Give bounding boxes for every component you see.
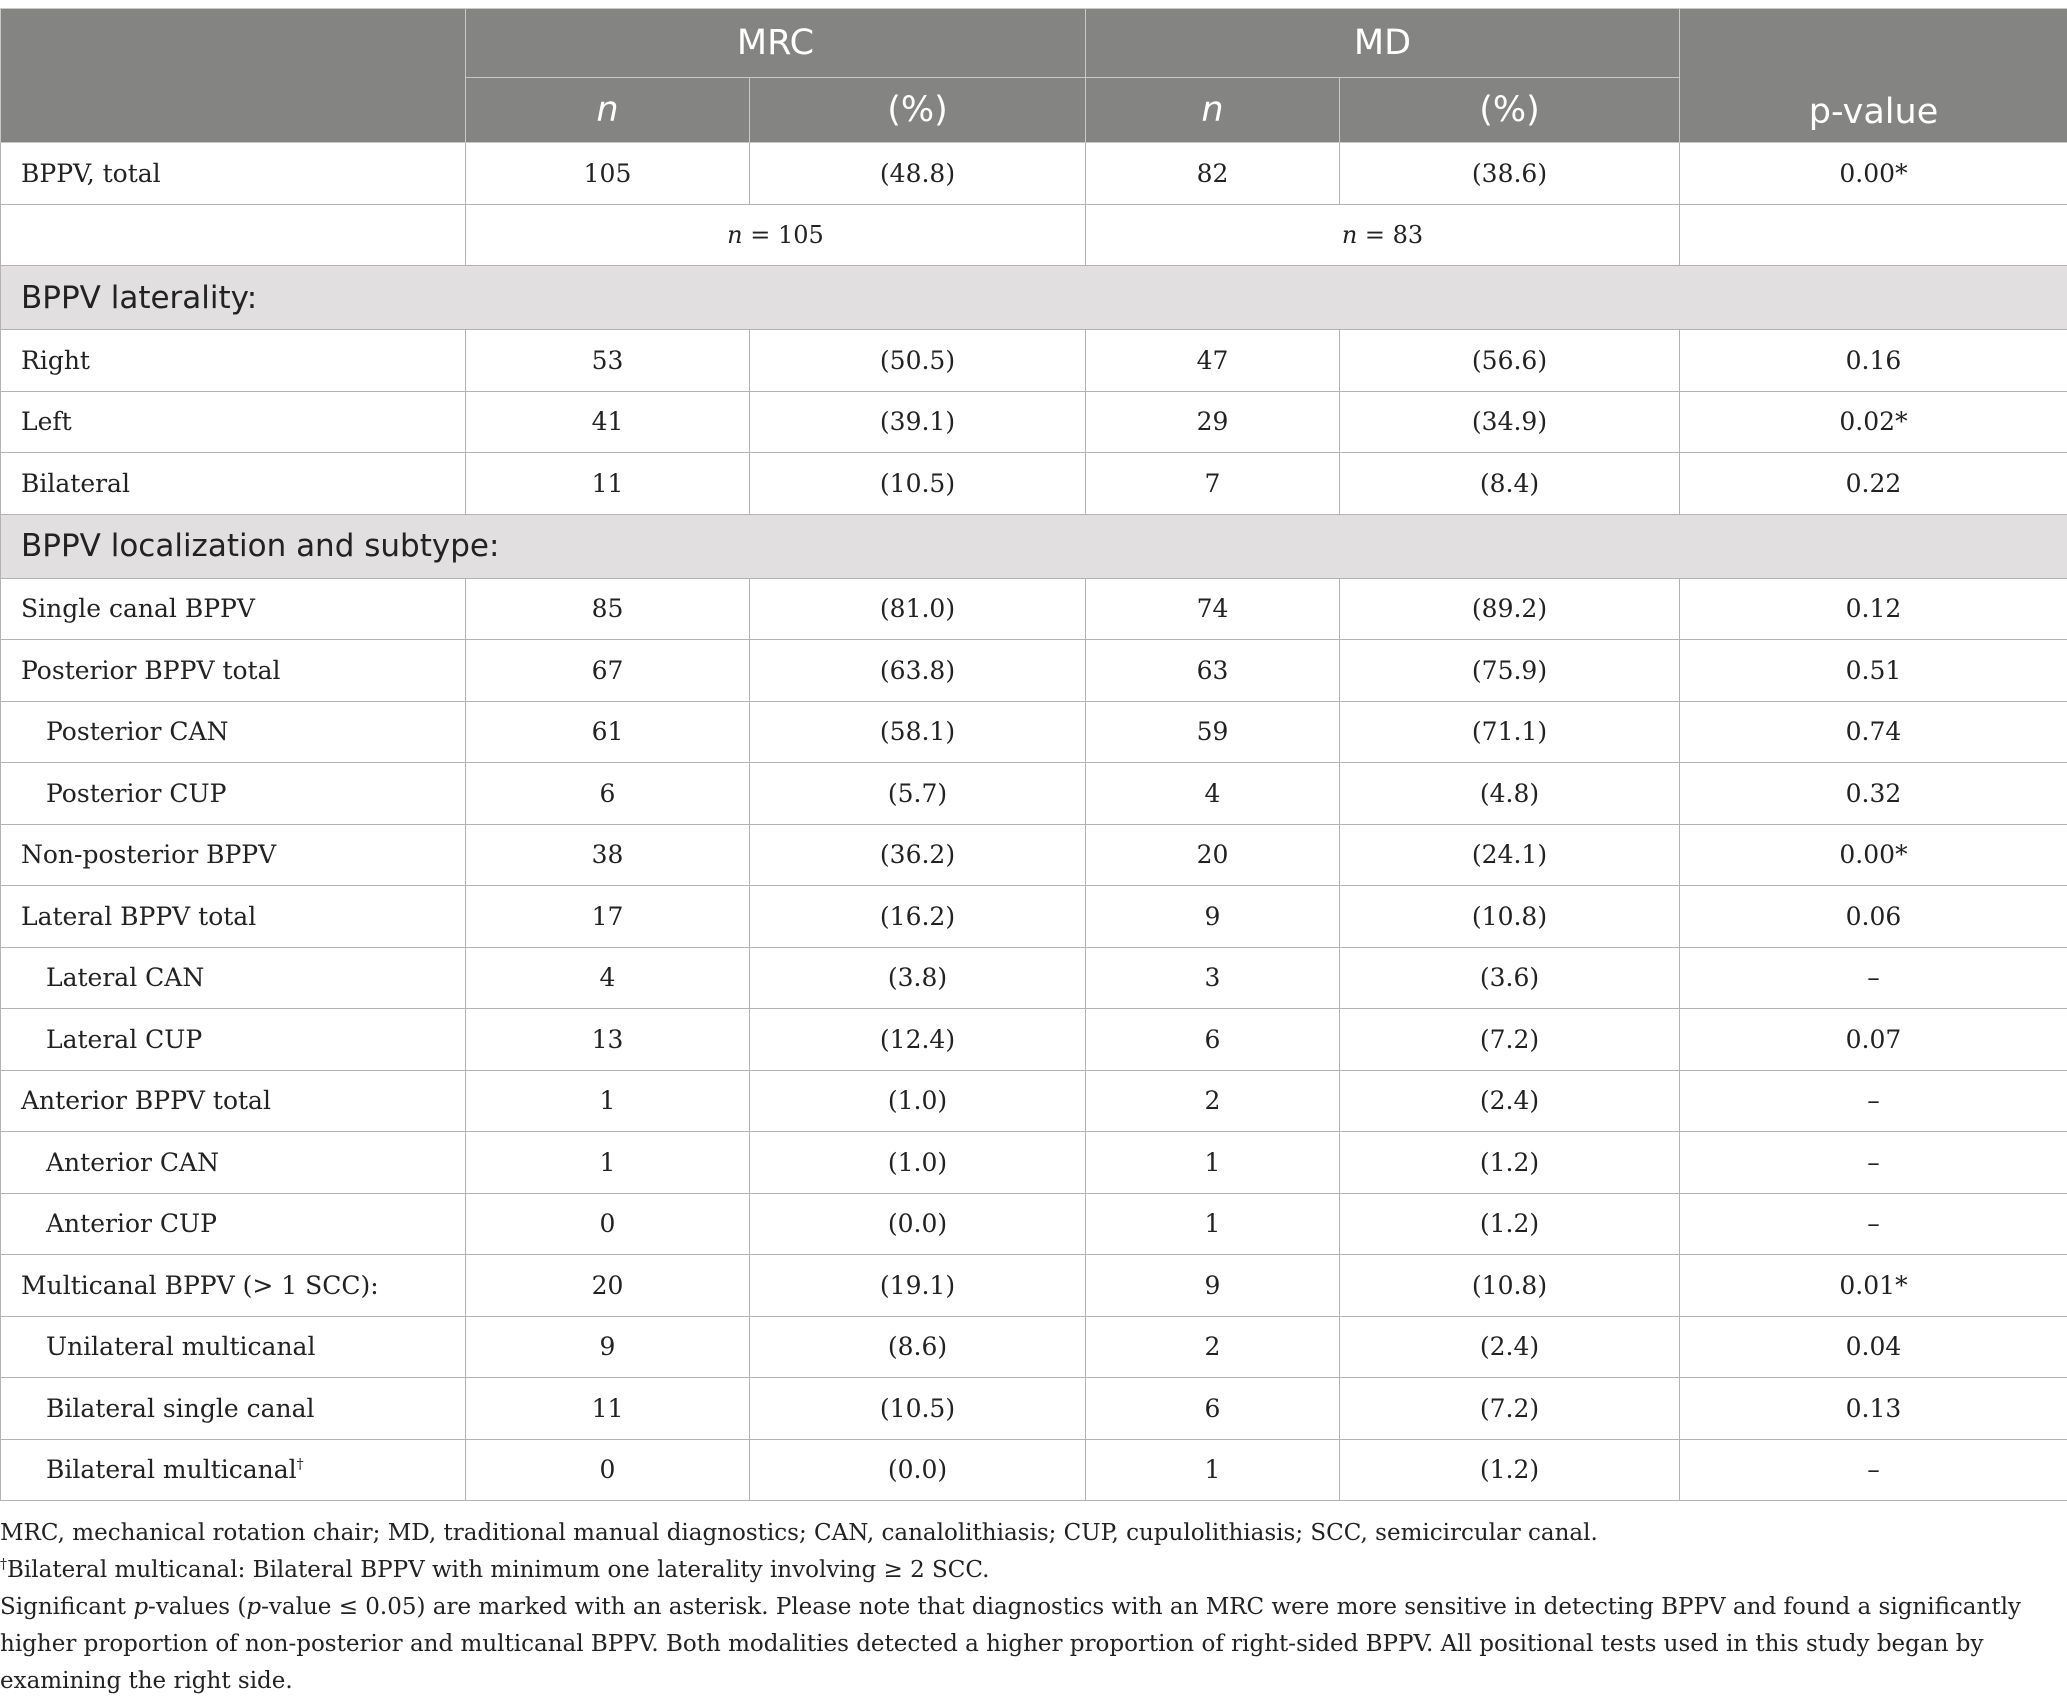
table-row-sample-size — [1, 204, 2067, 266]
row-label: Posterior CAN — [1, 701, 466, 763]
header-mrc-pct: (%) — [750, 78, 1086, 143]
row-label: Unilateral multicanal — [1, 1316, 466, 1378]
md-n-cell: 29 — [1086, 391, 1340, 453]
table-row — [1, 1070, 2067, 1132]
mrc-pct-cell: (36.2) — [750, 824, 1086, 886]
mrc-pct-cell: (8.6) — [750, 1316, 1086, 1378]
mrc-n-cell: 0 — [466, 1439, 750, 1501]
md-n-cell: 1 — [1086, 1193, 1340, 1255]
md-pct-cell: (1.2) — [1340, 1193, 1680, 1255]
md-pct-cell: (1.2) — [1340, 1439, 1680, 1501]
md-n-cell: 74 — [1086, 578, 1340, 640]
mrc-n-cell: 38 — [466, 824, 750, 886]
p-value-cell: – — [1680, 1439, 2067, 1501]
table-row — [1, 763, 2067, 825]
row-label: Bilateral multicanal† — [1, 1439, 466, 1501]
header-p-value: p-value — [1680, 9, 2067, 143]
md-pct-cell: (24.1) — [1340, 824, 1680, 886]
p-value-cell: – — [1680, 1193, 2067, 1255]
p-value-cell: 0.32 — [1680, 763, 2067, 825]
row-label: Bilateral single canal — [1, 1378, 466, 1440]
header-mrc-n: n — [466, 78, 750, 143]
p-value-cell: 0.01* — [1680, 1255, 2067, 1317]
md-pct-cell: (2.4) — [1340, 1070, 1680, 1132]
md-n-cell: 1 — [1086, 1132, 1340, 1194]
mrc-n-cell: 61 — [466, 701, 750, 763]
table-row — [1, 1009, 2067, 1071]
mrc-pct-cell: (12.4) — [750, 1009, 1086, 1071]
mrc-pct-cell: (0.0) — [750, 1439, 1086, 1501]
md-n-cell: 20 — [1086, 824, 1340, 886]
row-label: Single canal BPPV — [1, 578, 466, 640]
table-footnotes — [0, 1515, 2067, 1700]
p-value-cell: 0.07 — [1680, 1009, 2067, 1071]
section-header-laterality — [1, 266, 2067, 330]
p-value-cell: 0.74 — [1680, 701, 2067, 763]
md-pct-cell: (8.4) — [1340, 453, 1680, 515]
mrc-n-cell: 67 — [466, 640, 750, 702]
md-n-cell: 9 — [1086, 1255, 1340, 1317]
row-label: Right — [1, 330, 466, 392]
header-md-pct: (%) — [1340, 78, 1680, 143]
mrc-n-cell: 105 — [466, 143, 750, 205]
sample-size-p-blank — [1680, 204, 2067, 266]
mrc-n-cell: 17 — [466, 886, 750, 948]
md-n-cell: 7 — [1086, 453, 1340, 515]
table-row — [1, 1193, 2067, 1255]
row-label: Left — [1, 391, 466, 453]
p-value-cell: 0.13 — [1680, 1378, 2067, 1440]
mrc-pct-cell: (50.5) — [750, 330, 1086, 392]
mrc-n-cell: 53 — [466, 330, 750, 392]
md-pct-cell: (4.8) — [1340, 763, 1680, 825]
mrc-sample-size: n = 105 — [466, 204, 1086, 266]
p-value-cell: – — [1680, 1132, 2067, 1194]
md-n-cell: 63 — [1086, 640, 1340, 702]
md-n-cell: 2 — [1086, 1070, 1340, 1132]
mrc-n-cell: 20 — [466, 1255, 750, 1317]
footnote-abbreviations: MRC, mechanical rotation chair; MD, traditional manual diagnostics; CAN, canalolithiasis; CUP, cupulolithiasis; SCC, semicircular canal. — [0, 1515, 2067, 1552]
p-value-cell: 0.12 — [1680, 578, 2067, 640]
mrc-n-cell: 41 — [466, 391, 750, 453]
table-row — [1, 578, 2067, 640]
footnote-significance: Significant p-values (p-value ≤ 0.05) are marked with an asterisk. Please note that diagnostics with an MRC were more sensitive in detecting BPPV and found a significantly higher proportion of non-posterior and multicanal BPPV. Both modalities detected a higher proportion of right-sided BPPV. All positional tests used in this study began by examining the right side. — [0, 1589, 2067, 1700]
row-label: Bilateral — [1, 453, 466, 515]
mrc-pct-cell: (63.8) — [750, 640, 1086, 702]
table-row — [1, 1316, 2067, 1378]
table-row — [1, 640, 2067, 702]
mrc-n-cell: 9 — [466, 1316, 750, 1378]
mrc-pct-cell: (58.1) — [750, 701, 1086, 763]
md-pct-cell: (1.2) — [1340, 1132, 1680, 1194]
section-title: BPPV laterality: — [1, 266, 2067, 330]
p-value-cell: 0.00* — [1680, 143, 2067, 205]
md-n-cell: 6 — [1086, 1009, 1340, 1071]
table-row — [1, 701, 2067, 763]
p-value-cell: 0.00* — [1680, 824, 2067, 886]
p-value-cell: 0.02* — [1680, 391, 2067, 453]
row-label: BPPV, total — [1, 143, 466, 205]
header-md: MD — [1086, 9, 1680, 78]
p-value-cell: – — [1680, 947, 2067, 1009]
p-value-cell: 0.04 — [1680, 1316, 2067, 1378]
md-n-cell: 9 — [1086, 886, 1340, 948]
mrc-pct-cell: (0.0) — [750, 1193, 1086, 1255]
md-pct-cell: (34.9) — [1340, 391, 1680, 453]
table-row — [1, 1132, 2067, 1194]
table-row — [1, 947, 2067, 1009]
row-label: Non-posterior BPPV — [1, 824, 466, 886]
mrc-pct-cell: (10.5) — [750, 1378, 1086, 1440]
footnote-dagger: †Bilateral multicanal: Bilateral BPPV with minimum one laterality involving ≥ 2 SCC. — [0, 1552, 2067, 1589]
table-row — [1, 886, 2067, 948]
mrc-n-cell: 11 — [466, 1378, 750, 1440]
dagger-mark: † — [297, 1457, 304, 1473]
row-label: Posterior CUP — [1, 763, 466, 825]
table-row — [1, 1378, 2067, 1440]
mrc-pct-cell: (16.2) — [750, 886, 1086, 948]
p-value-cell: 0.06 — [1680, 886, 2067, 948]
mrc-n-cell: 6 — [466, 763, 750, 825]
mrc-pct-cell: (81.0) — [750, 578, 1086, 640]
mrc-pct-cell: (19.1) — [750, 1255, 1086, 1317]
mrc-pct-cell: (1.0) — [750, 1070, 1086, 1132]
mrc-n-cell: 11 — [466, 453, 750, 515]
md-pct-cell: (56.6) — [1340, 330, 1680, 392]
mrc-n-cell: 13 — [466, 1009, 750, 1071]
md-n-cell: 4 — [1086, 763, 1340, 825]
md-n-cell: 82 — [1086, 143, 1340, 205]
table-row — [1, 1255, 2067, 1317]
md-n-cell: 3 — [1086, 947, 1340, 1009]
md-pct-cell: (7.2) — [1340, 1009, 1680, 1071]
table-row — [1, 1439, 2067, 1501]
md-n-cell: 2 — [1086, 1316, 1340, 1378]
section-title: BPPV localization and subtype: — [1, 514, 2067, 578]
row-label: Lateral CAN — [1, 947, 466, 1009]
md-sample-size: n = 83 — [1086, 204, 1680, 266]
section-header-localization — [1, 514, 2067, 578]
md-pct-cell: (38.6) — [1340, 143, 1680, 205]
mrc-pct-cell: (1.0) — [750, 1132, 1086, 1194]
mrc-n-cell: 1 — [466, 1070, 750, 1132]
row-label: Anterior CUP — [1, 1193, 466, 1255]
results-table — [0, 8, 2067, 1501]
md-pct-cell: (71.1) — [1340, 701, 1680, 763]
table-row — [1, 824, 2067, 886]
mrc-n-cell: 4 — [466, 947, 750, 1009]
row-label: Multicanal BPPV (> 1 SCC): — [1, 1255, 466, 1317]
md-pct-cell: (2.4) — [1340, 1316, 1680, 1378]
md-pct-cell: (10.8) — [1340, 1255, 1680, 1317]
md-n-cell: 59 — [1086, 701, 1340, 763]
p-value-cell: 0.16 — [1680, 330, 2067, 392]
table-row — [1, 453, 2067, 515]
md-n-cell: 1 — [1086, 1439, 1340, 1501]
md-n-cell: 47 — [1086, 330, 1340, 392]
md-pct-cell: (3.6) — [1340, 947, 1680, 1009]
md-n-cell: 6 — [1086, 1378, 1340, 1440]
header-md-n: n — [1086, 78, 1340, 143]
mrc-n-cell: 85 — [466, 578, 750, 640]
table-row-total — [1, 143, 2067, 205]
p-value-cell: – — [1680, 1070, 2067, 1132]
md-pct-cell: (7.2) — [1340, 1378, 1680, 1440]
p-value-cell: 0.51 — [1680, 640, 2067, 702]
md-pct-cell: (10.8) — [1340, 886, 1680, 948]
mrc-n-cell: 1 — [466, 1132, 750, 1194]
p-value-cell: 0.22 — [1680, 453, 2067, 515]
mrc-n-cell: 0 — [466, 1193, 750, 1255]
table-row — [1, 330, 2067, 392]
row-label: Lateral BPPV total — [1, 886, 466, 948]
header-mrc: MRC — [466, 9, 1086, 78]
mrc-pct-cell: (5.7) — [750, 763, 1086, 825]
md-pct-cell: (75.9) — [1340, 640, 1680, 702]
header-blank — [1, 9, 466, 143]
row-label: Posterior BPPV total — [1, 640, 466, 702]
row-label: Lateral CUP — [1, 1009, 466, 1071]
mrc-pct-cell: (3.8) — [750, 947, 1086, 1009]
row-label: Anterior BPPV total — [1, 1070, 466, 1132]
mrc-pct-cell: (48.8) — [750, 143, 1086, 205]
mrc-pct-cell: (10.5) — [750, 453, 1086, 515]
row-label: Anterior CAN — [1, 1132, 466, 1194]
sample-size-blank — [1, 204, 466, 266]
table-row — [1, 391, 2067, 453]
md-pct-cell: (89.2) — [1340, 578, 1680, 640]
mrc-pct-cell: (39.1) — [750, 391, 1086, 453]
